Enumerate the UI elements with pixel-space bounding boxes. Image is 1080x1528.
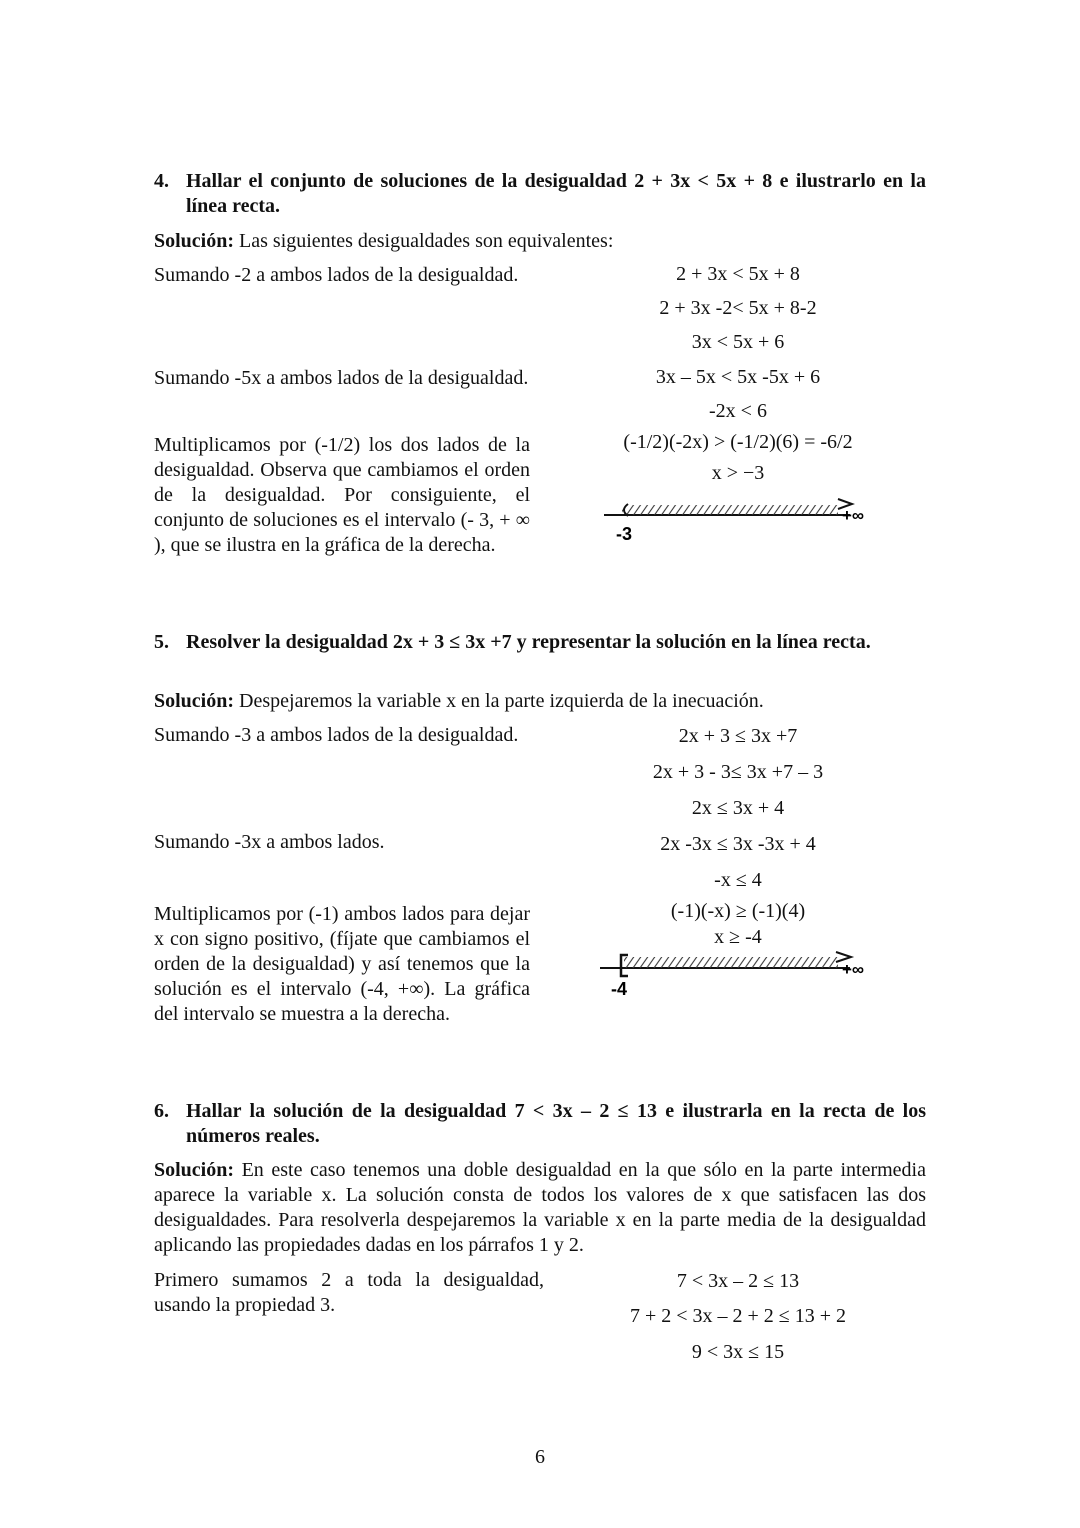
- start-label: -3: [616, 524, 633, 544]
- ex6-equation-1: 7 < 3x – 2 ≤ 13: [676, 1270, 800, 1292]
- ex4-number-line: [600, 490, 890, 550]
- ex6-number: 6.: [154, 1100, 169, 1122]
- end-label: +∞: [842, 506, 865, 525]
- ex4-equation-1: 2 + 3x < 5x + 8: [676, 263, 800, 285]
- ex6-solution: [154, 1158, 926, 1258]
- end-label: +∞: [842, 960, 865, 979]
- ex5-number: 5.: [154, 631, 169, 653]
- ex4-step3-text: Multiplicamos por (-1/2) los dos lados de la desigualdad. Observa que cambiamos el orden de la desigualdad. Por consiguiente, el conjunto de soluciones es el intervalo (- 3, + ∞ ), que se ilustra en la gráfica de la derecha.: [154, 434, 530, 556]
- ex5-number-line: [596, 948, 886, 1003]
- ex5-step1-text: Sumando -3 a ambos lados de la desigualdad.: [154, 724, 519, 746]
- ex5-equation-3: 2x ≤ 3x + 4: [691, 797, 785, 819]
- ex6-solution-label: Solución:: [154, 1159, 235, 1181]
- ex5-heading: [154, 630, 926, 655]
- ex4-step1-text: Sumando -2 a ambos lados de la desigualdad.: [154, 264, 519, 286]
- ex4-equation-4: 3x – 5x < 5x -5x + 6: [655, 366, 821, 388]
- ex5-step3-text: Multiplicamos por (-1) ambos lados para dejar x con signo positivo, (fíjate que cambiamos el orden de la desigualdad) y así tenemos que la solución es el intervalo (-4, +∞). La gráfica del intervalo se muestra a la derecha.: [154, 903, 530, 1025]
- page-number: 6: [535, 1446, 545, 1468]
- ex5-equation-6: (-1)(-x) ≥ (-1)(4): [670, 900, 806, 922]
- ex5-equation-7: x ≥ -4: [714, 926, 762, 948]
- ex4-equation-3: 3x < 5x + 6: [691, 331, 785, 353]
- ex6-solution-text: En este caso tenemos una doble desigualdad en la que sólo en la parte intermedia aparece la variable x. La solución consta de todos los valores de x que satisfacen las dos desigualdades. Para resolverla despejaremos la variable x en la parte media de la desigualdad aplicando las propiedades dadas en los párrafos 1 y 2.: [154, 1159, 926, 1256]
- solution-shading: [624, 957, 838, 968]
- ex5-equation-5: -x ≤ 4: [714, 869, 762, 891]
- ex4-title: Hallar el conjunto de soluciones de la desigualdad 2 + 3x < 5x + 8 e ilustrarlo en la línea recta.: [186, 170, 926, 217]
- ex6-equation-2: 7 + 2 < 3x – 2 + 2 ≤ 13 + 2: [629, 1305, 847, 1327]
- ex4-equation-5: -2x < 6: [709, 400, 767, 422]
- ex5-step2-text: Sumando -3x a ambos lados.: [154, 831, 385, 853]
- ex4-heading: [154, 169, 926, 219]
- ex4-equation-2: 2 + 3x -2< 5x + 8-2: [659, 297, 817, 319]
- ex5-equation-2: 2x + 3 - 3≤ 3x +7 – 3: [652, 761, 824, 783]
- ex4-equation-7: x > −3: [711, 462, 765, 484]
- ex4-equation-6: (-1/2)(-2x) > (-1/2)(6) = -6/2: [623, 431, 853, 453]
- ex4-step2-text: Sumando -5x a ambos lados de la desigualdad.: [154, 367, 529, 389]
- ex6-title: Hallar la solución de la desigualdad 7 < 3x – 2 ≤ 13 e ilustrarla en la recta de los números reales.: [186, 1100, 926, 1147]
- ex5-equation-1: 2x + 3 ≤ 3x +7: [678, 725, 798, 747]
- ex4-solution-text: Las siguientes desigualdades son equivalentes:: [234, 230, 614, 252]
- ex5-solution: [154, 689, 926, 714]
- ex4-number: 4.: [154, 170, 169, 192]
- ex4-solution: [154, 229, 926, 254]
- ex5-title: Resolver la desigualdad 2x + 3 ≤ 3x +7 y representar la solución en la línea recta.: [186, 631, 871, 653]
- ex6-equation-3: 9 < 3x ≤ 15: [691, 1341, 785, 1363]
- ex6-step1-text: Primero sumamos 2 a toda la desigualdad, usando la propiedad 3.: [154, 1269, 544, 1316]
- start-label: -4: [611, 979, 628, 999]
- solution-shading: [622, 505, 838, 515]
- ex4-solution-label: Solución:: [154, 230, 235, 252]
- ex5-solution-text: Despejaremos la variable x en la parte izquierda de la inecuación.: [234, 690, 764, 712]
- ex6-heading: [154, 1099, 926, 1149]
- ex5-solution-label: Solución:: [154, 690, 235, 712]
- ex5-equation-4: 2x -3x ≤ 3x -3x + 4: [660, 833, 816, 855]
